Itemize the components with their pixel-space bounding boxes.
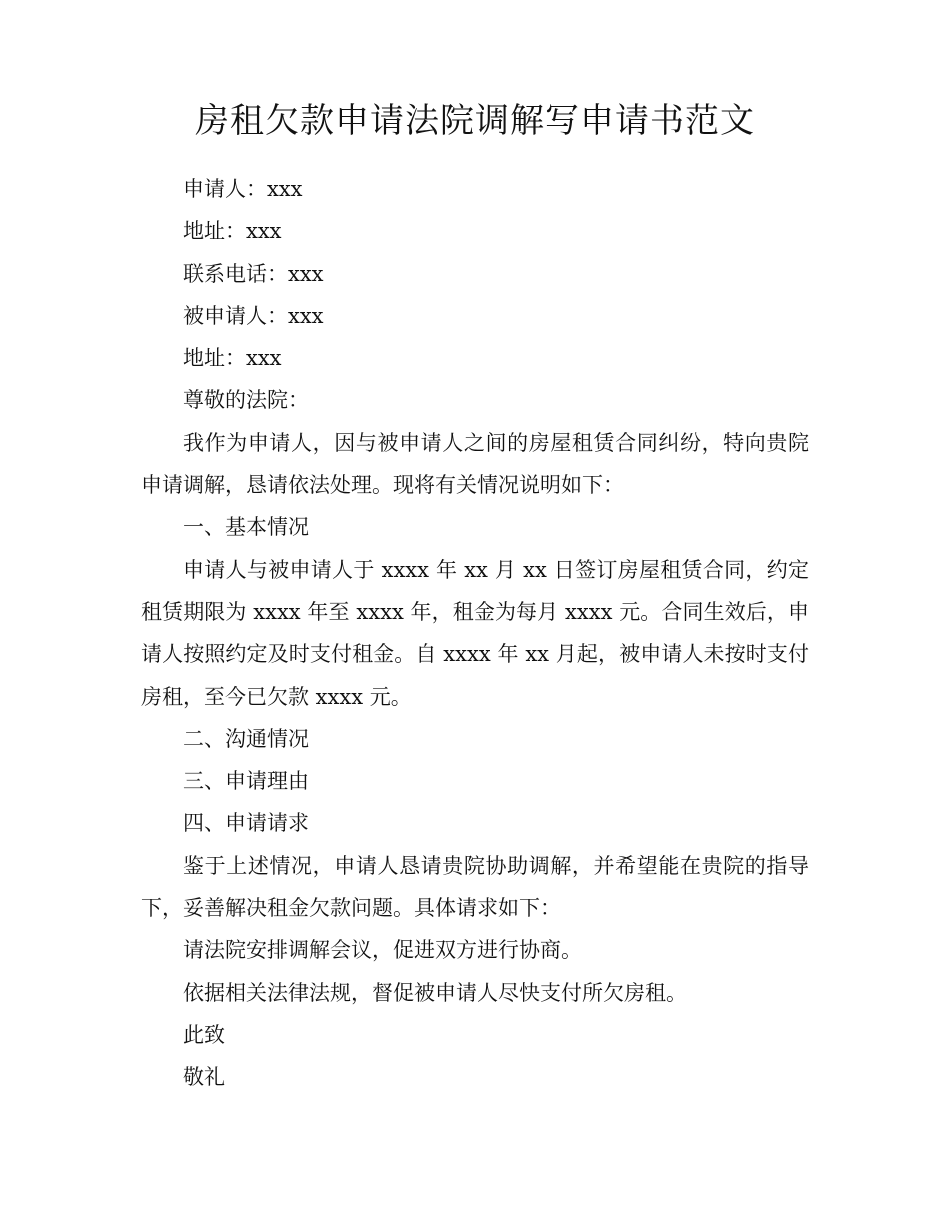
- contact-phone-line: 联系电话：xxx: [183, 261, 324, 286]
- closing-line-1: 此致: [183, 1022, 225, 1047]
- section-heading-requests: 四、申请请求: [183, 811, 309, 836]
- applicant-address-line: 地址：xxx: [183, 219, 282, 244]
- salutation: 尊敬的法院：: [183, 388, 309, 413]
- applicant-line: 申请人：xxx: [183, 177, 303, 201]
- respondent-line: 被申请人：xxx: [183, 303, 324, 328]
- document-title: 房租欠款申请法院调解写申请书范文: [195, 101, 755, 141]
- section-heading-basic: 一、基本情况: [183, 515, 309, 540]
- request-item-1: 请法院安排调解会议，促进双方进行协商。: [183, 938, 582, 963]
- respondent-address-line: 地址：xxx: [183, 346, 282, 371]
- document-body: [141, 168, 809, 1099]
- intro-paragraph: 我作为申请人，因与被申请人之间的房屋租赁合同纠纷，特向贵院申请调解，恳请依法处理。现将有关情况说明如下：: [141, 430, 809, 498]
- basic-facts-paragraph: 申请人与被申请人于 xxxx 年 xx 月 xx 日签订房屋租赁合同，约定租赁期限为 xxxx 年至 xxxx 年，租金为每月 xxxx 元。合同生效后，申请人按照约定及时支付租金。自 xxxx 年 xx 月起，被申请人未按时支付房租，至今已欠款 xxxx 元。: [141, 557, 809, 709]
- section-heading-reasons: 三、申请理由: [183, 769, 309, 794]
- requests-intro-paragraph: 鉴于上述情况，申请人恳请贵院协助调解，并希望能在贵院的指导下，妥善解决租金欠款问题。具体请求如下：: [141, 853, 809, 921]
- section-heading-communication: 二、沟通情况: [183, 726, 309, 751]
- closing-line-2: 敬礼: [183, 1065, 225, 1090]
- request-item-2: 依据相关法律法规，督促被申请人尽快支付所欠房租。: [183, 980, 687, 1005]
